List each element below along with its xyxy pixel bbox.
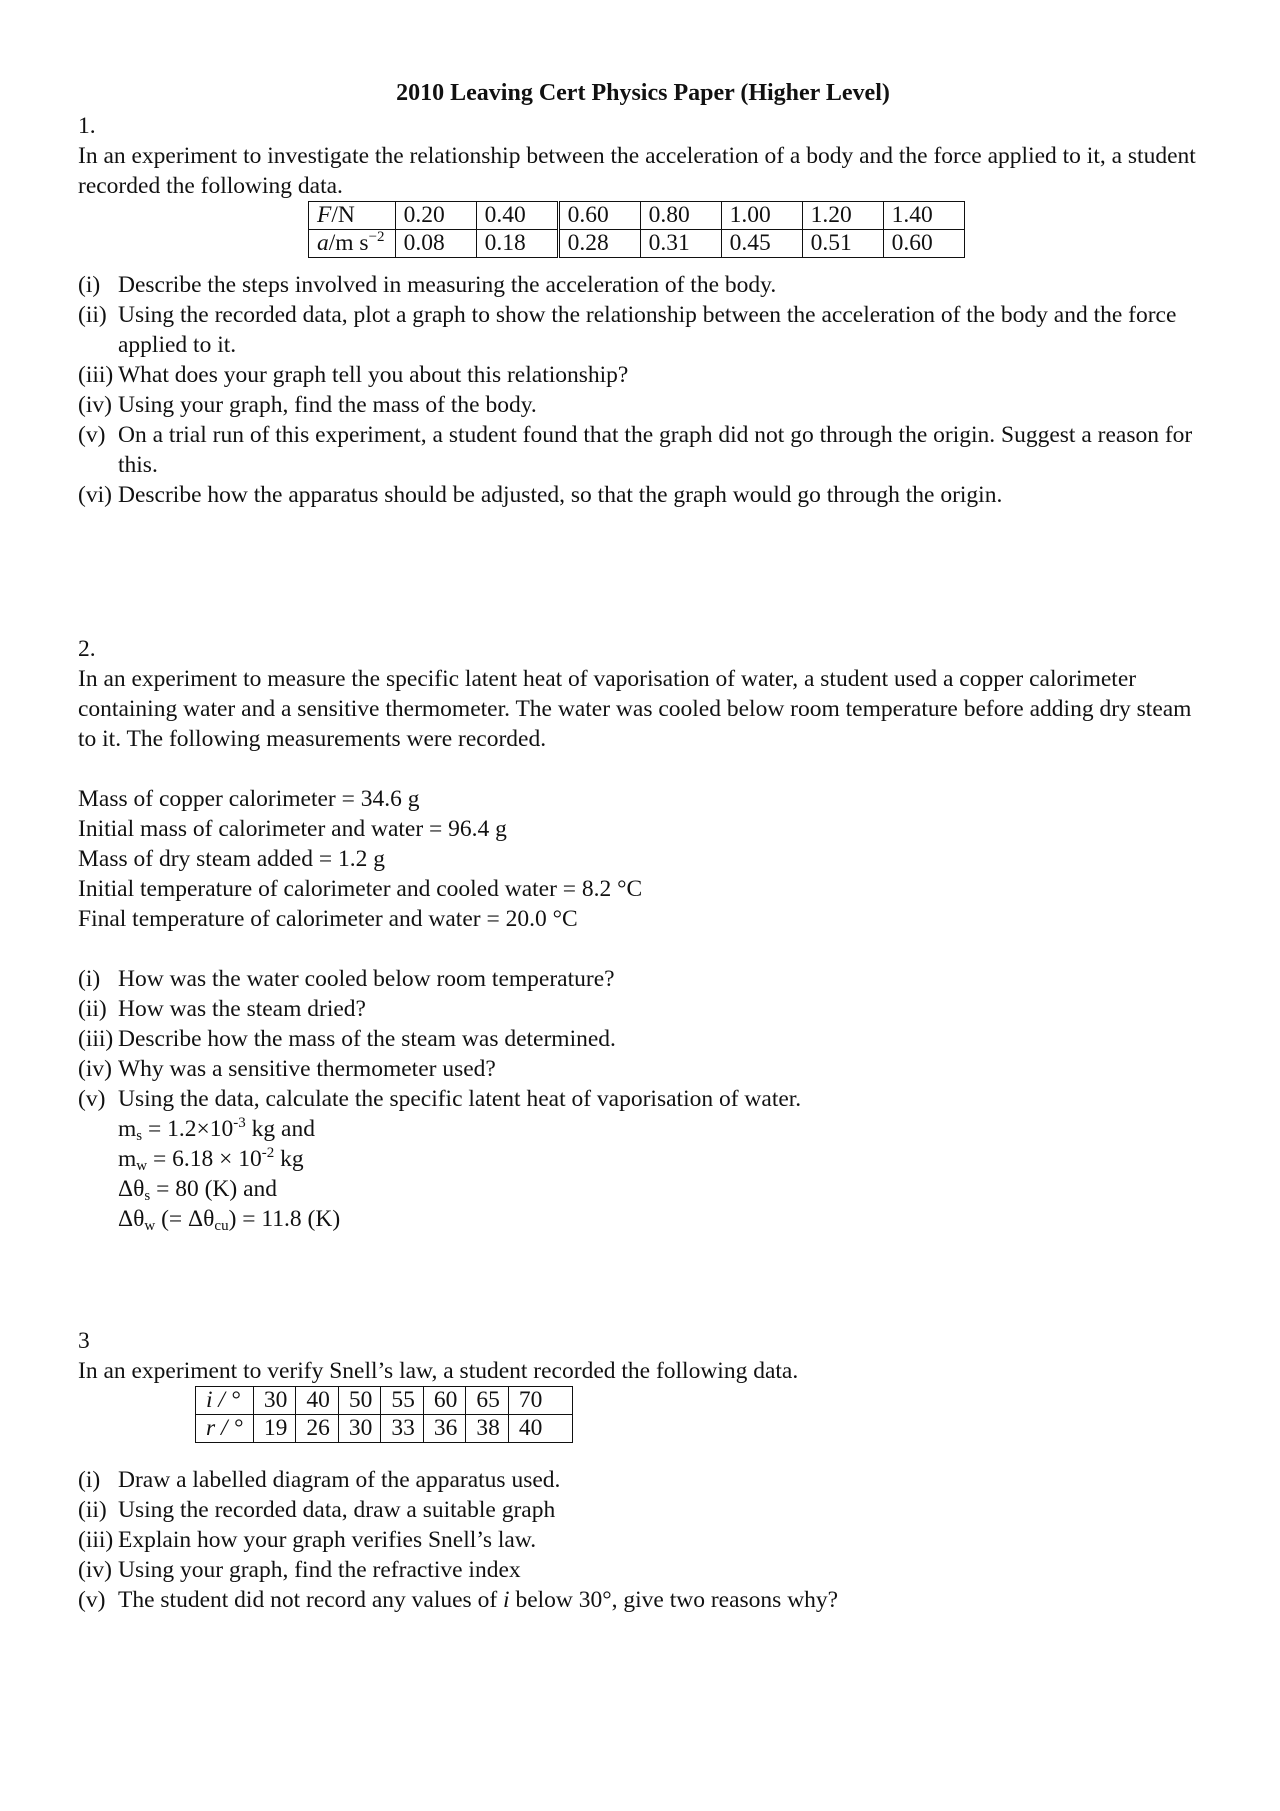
list-item: (i) How was the water cooled below room temperature? [78,966,615,992]
list-item: (i) Describe the steps involved in measuring the acceleration of the body. [78,272,777,298]
list-item: Final temperature of calorimeter and water = 20.0 °C [78,906,578,932]
list-item: (ii) Using the recorded data, plot a graph to show the relationship between the acceleration of the body and the force applied to it. [78,302,1177,358]
question-parts [78,964,1208,1114]
table-row [196,1387,573,1415]
table-row [309,202,965,230]
list-item: (ii) How was the steam dried? [78,996,366,1022]
table-cell: 0.18 [476,230,558,258]
question-intro: In an experiment to verify Snell’s law, a student recorded the following data. [78,1358,799,1384]
list-item: (v) The student did not record any values of i below 30°, give two reasons why? [78,1587,839,1613]
table-cell: 33 [381,1415,424,1443]
measurements-list [78,784,1208,934]
list-item: Mass of dry steam added = 1.2 g [78,846,385,872]
row-label: i / ° [196,1387,254,1415]
list-item: (iv) Using your graph, find the mass of the body. [78,392,537,418]
table-row [309,230,965,258]
list-item: Mass of copper calorimeter = 34.6 g [78,786,420,812]
table-cell: 65 [466,1387,509,1415]
list-item: (iv) Why was a sensitive thermometer used? [78,1056,496,1082]
list-item: (iii) What does your graph tell you about this relationship? [78,362,629,388]
table-cell: 30 [253,1387,296,1415]
table-cell: 60 [423,1387,466,1415]
table-cell: 0.40 [476,202,558,230]
list-item: (iii) Explain how your graph verifies Snell’s law. [78,1527,537,1553]
calc-line: $\Delta\theta_s = 80$ (K) and [118,1176,278,1204]
table-cell: 0.80 [640,202,721,230]
snells-law-table [195,1386,573,1443]
table-cell: 0.51 [802,230,883,258]
force-acceleration-table [308,201,965,258]
question-3 [78,1326,1208,1615]
table-cell: 0.60 [558,202,640,230]
row-label: a/m $s^{-2}$ [309,230,396,258]
page-title: 2010 Leaving Cert Physics Paper (Higher Level) [396,80,890,106]
question-number: 3 [78,1328,90,1354]
list-item: (ii) Using the recorded data, draw a suitable graph [78,1497,556,1523]
table-cell: 0.60 [883,230,964,258]
table-cell: 0.20 [395,202,476,230]
table-row [196,1415,573,1443]
list-item: (v) On a trial run of this experiment, a student found that the graph did not go through the origin. Suggest a reason for this. [78,422,1193,478]
table-cell: 40 [296,1387,339,1415]
table-cell: 0.28 [558,230,640,258]
table-cell: 1.00 [721,202,802,230]
calculation-block [78,1114,1208,1234]
table-cell: 50 [338,1387,381,1415]
list-item: (iii) Describe how the mass of the steam was determined. [78,1026,616,1052]
question-intro: In an experiment to measure the specific latent heat of vaporisation of water, a student used a copper calorimeter containing water and a sensitive thermometer. The water was cooled below room temperature before adding dry steam to it. The following measurements were recorded. [78,666,1192,752]
table-cell: 36 [423,1415,466,1443]
table-cell: 40 [508,1415,573,1443]
list-item: (vi) Describe how the apparatus should be adjusted, so that the graph would go through the origin. [78,482,1003,508]
question-1 [78,111,1208,510]
table-cell: 38 [466,1415,509,1443]
table-cell: 30 [338,1415,381,1443]
question-number: 2. [78,636,96,662]
question-parts [78,270,1208,510]
exam-page [78,78,1208,1615]
calc-line: $m_w = 6.18 \times 10^{-2}$ kg [118,1145,304,1174]
table-cell: 0.31 [640,230,721,258]
list-item: (iv) Using your graph, find the refractive index [78,1557,521,1583]
table-cell: 0.45 [721,230,802,258]
list-item: (v) Using the data, calculate the specific latent heat of vaporisation of water. [78,1086,802,1112]
question-2 [78,634,1208,1234]
calc-line: $m_s = 1.2\times 10^{-3}$ kg and [118,1115,315,1144]
question-parts [78,1465,1208,1615]
calc-line: $\Delta\theta_w$ (= $\Delta\theta_{cu}) = 11.8$ (K) [118,1206,341,1234]
table-cell: 1.20 [802,202,883,230]
question-intro: In an experiment to investigate the relationship between the acceleration of a body and the force applied to it, a student recorded the following data. [78,143,1196,199]
question-number: 1. [78,113,96,139]
table-cell: 19 [253,1415,296,1443]
table-cell: 0.08 [395,230,476,258]
table-cell: 26 [296,1415,339,1443]
table-cell: 55 [381,1387,424,1415]
list-item: (i) Draw a labelled diagram of the apparatus used. [78,1467,561,1493]
table-cell: 70 [508,1387,573,1415]
list-item: Initial temperature of calorimeter and cooled water = 8.2 °C [78,876,643,902]
list-item: Initial mass of calorimeter and water = 96.4 g [78,816,507,842]
row-label: F/N [309,202,396,230]
table-cell: 1.40 [883,202,964,230]
row-label: r / ° [196,1415,254,1443]
